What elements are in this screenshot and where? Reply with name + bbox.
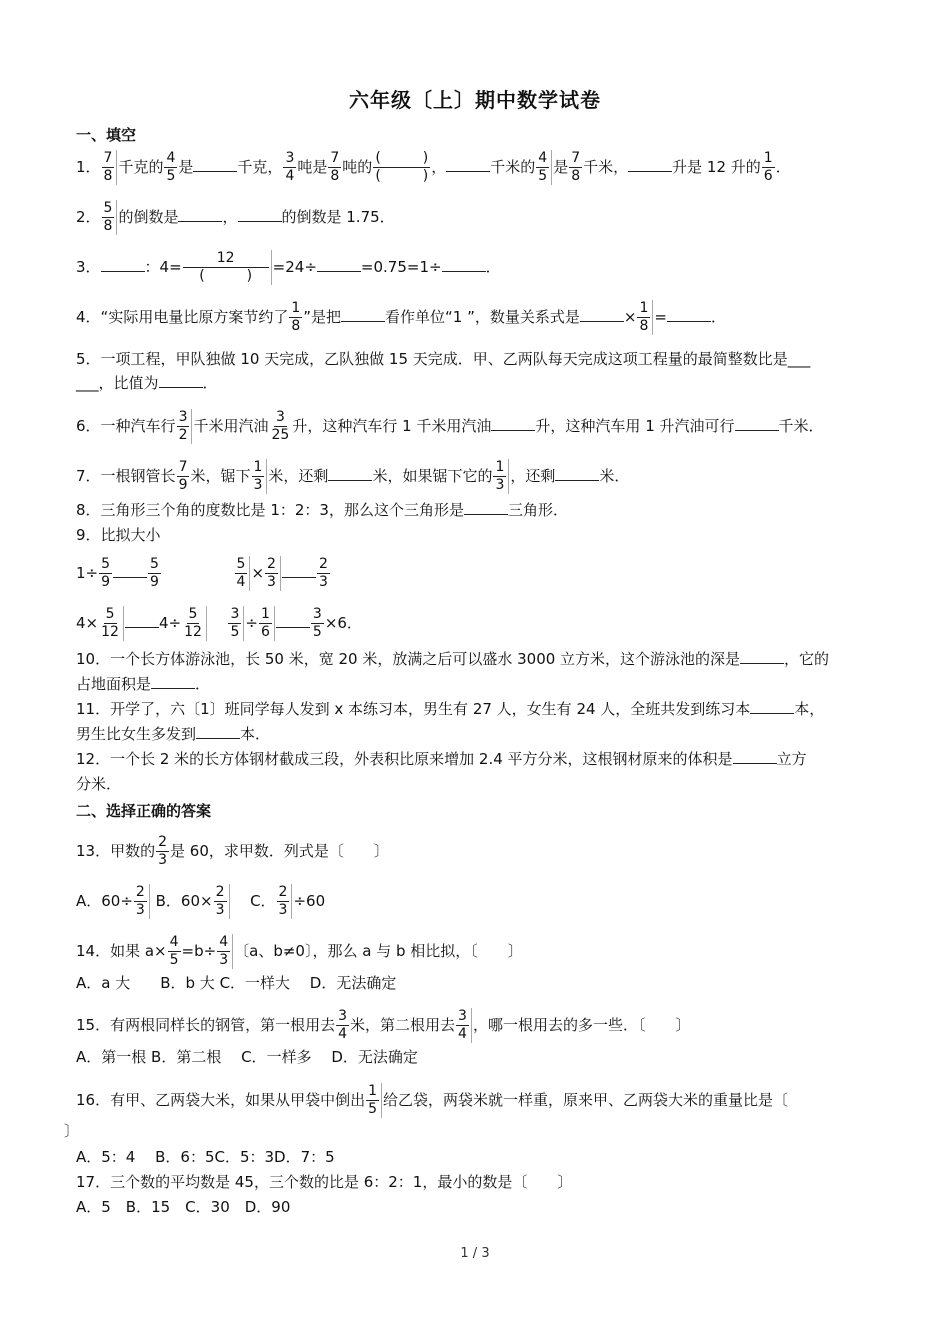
question-15: 15．有两根同样长的钢管，第一根用去 $\frac{3}{4}$ 米，第二根用去 $\frac{3}{4}$ ，哪一根用去的多一些．〔 〕 bbox=[76, 1008, 691, 1042]
fraction: $\frac{4}{5}$ bbox=[536, 150, 552, 185]
question-3: 3． ：4= $\frac{12}{( )}$ =24÷ =0.75=1÷ ． bbox=[76, 250, 501, 284]
answer-blank[interactable] bbox=[750, 699, 794, 714]
fraction: $\frac{4}{5}$ bbox=[166, 150, 176, 184]
fraction: $\frac{5}{4}$ bbox=[235, 556, 251, 591]
fraction: $\frac{5}{9}$ bbox=[150, 556, 159, 590]
question-12-cont: 分米． bbox=[76, 775, 122, 793]
question-13: 13．甲数的 $\frac{2}{3}$ 是 60，求甲数．列式是〔 〕 bbox=[76, 834, 389, 868]
fraction: $\frac{1}{6}$ bbox=[763, 150, 773, 184]
answer-blank[interactable] bbox=[442, 257, 486, 272]
fraction: $\frac{7}{8}$ bbox=[330, 150, 340, 184]
answer-blank[interactable] bbox=[196, 724, 240, 739]
answer-blank[interactable] bbox=[101, 257, 145, 272]
answer-blank[interactable] bbox=[667, 307, 711, 322]
answer-blank[interactable] bbox=[628, 157, 672, 172]
answer-blank[interactable] bbox=[580, 307, 624, 322]
answer-blank[interactable] bbox=[193, 157, 237, 172]
question-16-cont: 〕 bbox=[64, 1122, 80, 1140]
fraction: $\frac{3}{4}$ bbox=[456, 1008, 472, 1043]
fraction: $\frac{1}{8}$ bbox=[291, 300, 301, 334]
fraction: $\frac{7}{9}$ bbox=[178, 459, 188, 493]
answer-blank[interactable] bbox=[740, 649, 784, 664]
answer-blank[interactable] bbox=[555, 466, 599, 481]
fraction: $\frac{3}{5}$ bbox=[312, 606, 322, 640]
question-16-options[interactable]: A．5：4 B．6：5C．5：3D．7：5 bbox=[76, 1148, 335, 1166]
question-5-cont: ___，比值为 ． bbox=[76, 374, 218, 392]
question-14-options[interactable]: A．a 大 B．b 大 C．一样大 D．无法确定 bbox=[76, 974, 397, 992]
answer-blank[interactable] bbox=[735, 416, 779, 431]
answer-blank[interactable] bbox=[733, 749, 777, 764]
question-2: 2． $\frac{5}{8}$ 的倒数是 ， 的倒数是 1.75． bbox=[76, 200, 395, 234]
question-10: 10．一个长方体游泳池，长 50 米，宽 20 米，放满之后可以盛水 3000 立方米，这个游泳池的深是 ，它的 bbox=[76, 650, 830, 668]
section-heading-choice: 二、选择正确的答案 bbox=[76, 802, 212, 820]
answer-blank[interactable] bbox=[491, 416, 535, 431]
fraction: $\frac{7}{8}$ bbox=[571, 150, 581, 184]
fraction: $\frac{1}{6}$ bbox=[259, 606, 275, 641]
fraction-blank[interactable]: $\frac{( )}{( )}$ bbox=[375, 150, 429, 184]
fraction: $\frac{3}{4}$ bbox=[338, 1008, 348, 1042]
question-7: 7．一根钢管长 $\frac{7}{9}$ 米，锯下 $\frac{1}{3}$ 米，还剩 米，如果锯下它的 $\frac{1}{3}$ ，还剩 米． bbox=[76, 459, 630, 493]
question-16: 16．有甲、乙两袋大米，如果从甲袋中倒出 $\frac{1}{5}$ 给乙袋，两袋米就一样重，原来甲、乙两袋大米的重量比是〔 bbox=[76, 1083, 789, 1117]
question-13-options bbox=[76, 884, 325, 919]
question-5: 5．一项工程，甲队独做 10 天完成，乙队独做 15 天完成．甲、乙两队每天完成这项工程量的最简整数比是___ bbox=[76, 350, 811, 368]
fraction: $\frac{5}{8}$ bbox=[102, 200, 118, 235]
fraction: $\frac{3}{2}$ bbox=[177, 409, 193, 444]
question-15-options[interactable]: A．第一根 B．第二根 C．一样多 D．无法确定 bbox=[76, 1048, 418, 1066]
option-c[interactable]: C． $\frac{2}{3}$ ÷60 bbox=[250, 884, 326, 918]
answer-blank[interactable] bbox=[317, 257, 361, 272]
fraction: $\frac{3}{25}$ bbox=[271, 409, 290, 443]
question-17-options[interactable]: A．5 B．15 C．30 D．90 bbox=[76, 1198, 291, 1216]
question-9-row-2: 4× $\frac{5}{12}$ 4÷ $\frac{5}{12}$ $\frac{3}{5}$ ÷ $\frac{1}{6}$ $\frac{3}{5}$ ×6． bbox=[76, 606, 362, 640]
answer-blank[interactable] bbox=[328, 466, 372, 481]
question-9-row-1: 1÷ $\frac{5}{9}$ $\frac{5}{9}$ $\frac{5}{4}$ × $\frac{2}{3}$ $\frac{2}{3}$ bbox=[76, 556, 328, 590]
section-heading-fill-in: 一、填空 bbox=[76, 126, 137, 144]
answer-blank[interactable] bbox=[178, 207, 222, 222]
fraction: $\frac{3}{4}$ bbox=[285, 150, 295, 184]
answer-blank[interactable] bbox=[276, 613, 310, 628]
question-6: 6．一种汽车行 $\frac{3}{2}$ 千米用汽油 $\frac{3}{25}$ 升，这种汽车行 1 千米用汽油 升，这种汽车用 1 升汽油可行 千米． bbox=[76, 409, 824, 443]
fraction: $\frac{5}{12}$ bbox=[99, 606, 124, 641]
fraction: $\frac{4}{5}$ bbox=[169, 934, 179, 968]
fraction: $\frac{1}{3}$ bbox=[493, 459, 509, 494]
answer-blank[interactable] bbox=[446, 157, 490, 172]
answer-blank[interactable] bbox=[151, 674, 195, 689]
fraction: $\frac{2}{3}$ bbox=[265, 556, 281, 591]
question-12: 12．一个长 2 米的长方体钢材截成三段，外表积比原来增加 2.4 平方分米，这根钢材原来的体积是 立方 bbox=[76, 750, 807, 768]
question-11: 11．开学了，六〔1〕班同学每人发到 x 本练习本，男生有 27 人，女生有 24 人，全班共发到练习本 本， bbox=[76, 700, 825, 718]
fraction: $\frac{1}{8}$ bbox=[637, 300, 653, 335]
fraction: $\frac{5}{9}$ bbox=[101, 556, 111, 590]
fraction: $\frac{7}{8}$ bbox=[102, 150, 118, 185]
answer-blank[interactable] bbox=[113, 563, 147, 578]
fraction: $\frac{2}{3}$ bbox=[158, 834, 168, 868]
question-4: 4．“实际用电量比原方案节约了 $\frac{1}{8}$ ”是把 看作单位“1 ”，数量关系式是 × $\frac{1}{8}$ = ． bbox=[76, 300, 726, 334]
answer-blank[interactable] bbox=[238, 207, 282, 222]
question-8: 8．三角形三个角的度数比是 1：2：3，那么这个三角形是 三角形． bbox=[76, 501, 568, 519]
answer-blank[interactable] bbox=[282, 563, 316, 578]
question-10-cont: 占地面积是 ． bbox=[76, 675, 211, 693]
question-11-cont: 男生比女生多发到 本． bbox=[76, 725, 271, 743]
question-1: 1． $\frac{7}{8}$ 千克的 $\frac{4}{5}$ 是 千克， $\frac{3}{4}$ 吨是 $\frac{7}{8}$ 吨的 $\frac{( )}{( )}$ ， 千米的 $\frac{4}{5}$ 是 $\frac{7}{8}$ 千米， 升是 12 升的 $\frac{1}{6}$ ． bbox=[76, 150, 791, 184]
option-b[interactable]: B．60× $\frac{2}{3}$ bbox=[156, 892, 231, 910]
page-title: 六年级〔上〕期中数学试卷 bbox=[349, 88, 601, 112]
answer-blank[interactable] bbox=[341, 307, 385, 322]
fraction-blank[interactable]: $\frac{12}{( )}$ bbox=[183, 250, 272, 285]
answer-blank[interactable] bbox=[125, 613, 159, 628]
option-a[interactable]: A．60÷ $\frac{2}{3}$ bbox=[76, 892, 151, 910]
fraction: $\frac{1}{3}$ bbox=[252, 459, 268, 494]
page-number: 1 / 3 bbox=[460, 1246, 490, 1261]
fraction: $\frac{3}{5}$ bbox=[228, 606, 244, 641]
fraction: $\frac{4}{3}$ bbox=[217, 934, 233, 969]
question-14: 14．如果 a× $\frac{4}{5}$ =b÷ $\frac{4}{3}$ 〔a、b≠0〕，那么 a 与 b 相比拟，〔 〕 bbox=[76, 934, 523, 968]
fraction: $\frac{2}{3}$ bbox=[318, 556, 328, 590]
question-17: 17．三个数的平均数是 45，三个数的比是 6：2：1，最小的数是〔 〕 bbox=[76, 1173, 573, 1191]
answer-blank[interactable] bbox=[464, 500, 508, 515]
question-9: 9．比拟大小 bbox=[76, 526, 161, 544]
fraction: $\frac{1}{5}$ bbox=[366, 1083, 382, 1118]
fraction: $\frac{5}{12}$ bbox=[182, 606, 207, 641]
answer-blank[interactable] bbox=[159, 373, 203, 388]
